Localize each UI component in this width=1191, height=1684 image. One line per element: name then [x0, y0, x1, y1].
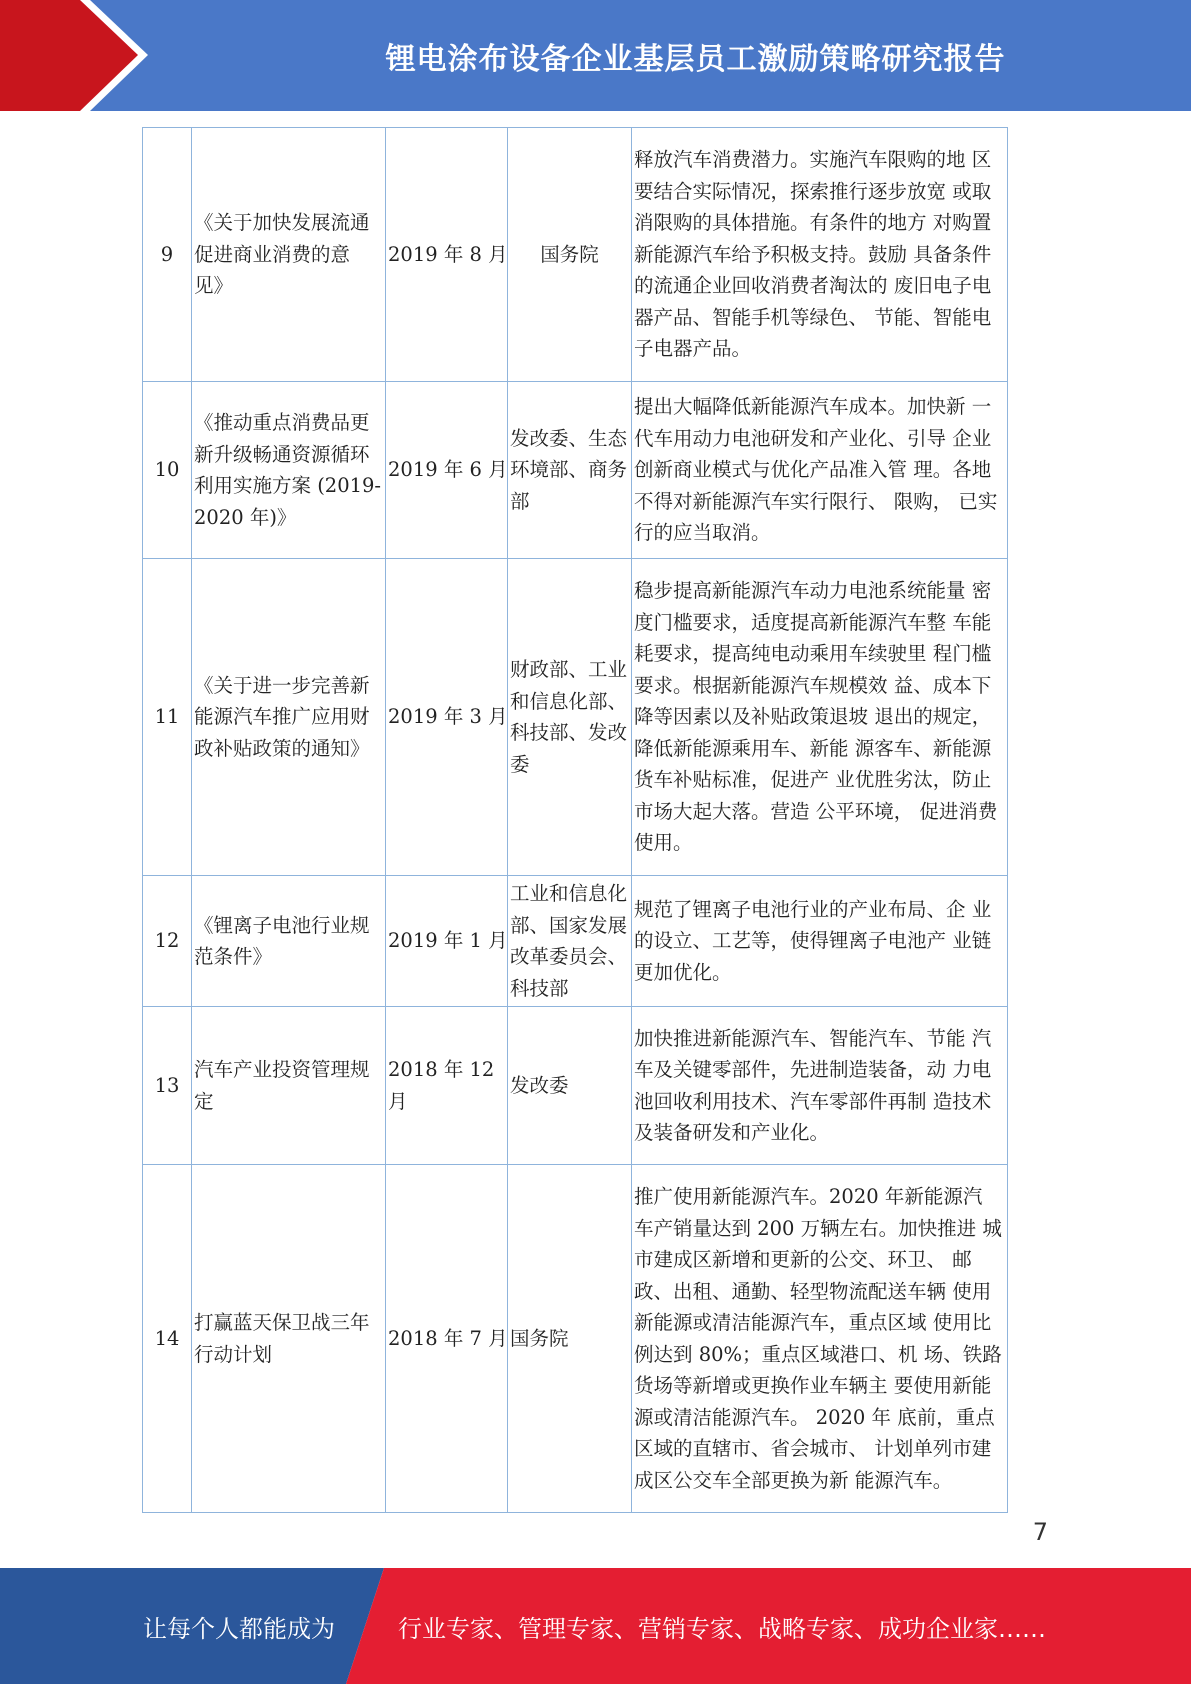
page-footer — [0, 1568, 1191, 1684]
issuing-department: 国务院 — [508, 128, 632, 382]
header-chevron-decoration — [0, 0, 160, 111]
issuing-department: 国务院 — [508, 1165, 632, 1513]
policy-name: 汽车产业投资管理规定 — [192, 1007, 386, 1165]
policy-content: 提出大幅降低新能源汽车成本。加快新 一代车用动力电池研发和产业化、引导 企业创新商业模式与优化产品准入管 理。各地不得对新能源汽车实行限行、 限购， 已实行的应当取消。 — [632, 382, 1008, 559]
row-number: 11 — [143, 559, 192, 876]
policy-content: 规范了锂离子电池行业的产业布局、企 业的设立、工艺等，使得锂离子电池产 业链更加优化。 — [632, 876, 1008, 1007]
policy-name: 《关于加快发展流通 促进商业消费的意 见》 — [192, 128, 386, 382]
policy-table — [142, 127, 1008, 1513]
policy-date: 2018 年 7 月 — [386, 1165, 508, 1513]
table-row — [143, 382, 1008, 559]
policy-date: 2019 年 1 月 — [386, 876, 508, 1007]
footer-slogan-left: 让每个人都能成为 — [143, 1614, 335, 1643]
footer-slogan-right: 行业专家、管理专家、营销专家、战略专家、成功企业家…… — [398, 1614, 1046, 1643]
issuing-department: 发改委、生态环境部、商务部 — [508, 382, 632, 559]
issuing-department: 工业和信息化部、国家发展改革委员会、科技部 — [508, 876, 632, 1007]
table-row — [143, 1007, 1008, 1165]
policy-date: 2019 年 8 月 — [386, 128, 508, 382]
policy-content: 推广使用新能源汽车。2020 年新能源汽 车产销量达到 200 万辆左右。加快推进 城市建成区新增和更新的公交、环卫、 邮政、出租、通勤、轻型物流配送车辆 使用新能源或清洁能源汽车，重点区域 使用比例达到 80%；重点区域港口、机 场、铁路货场等新增或更换作业车辆主 要使用新能源或清洁能源汽车。 2020 年 底前，重点区域的直辖市、省会城市、 计划单列市建成区公交车全部更换为新 能源汽车。 — [632, 1165, 1008, 1513]
issuing-department: 发改委 — [508, 1007, 632, 1165]
report-title: 锂电涂布设备企业基层员工激励策略研究报告 — [385, 41, 1006, 77]
page-number: 7 — [1032, 1518, 1048, 1546]
policy-date: 2019 年 6 月 — [386, 382, 508, 559]
policy-name: 打赢蓝天保卫战三年 行动计划 — [192, 1165, 386, 1513]
table-row — [143, 128, 1008, 382]
row-number: 12 — [143, 876, 192, 1007]
table-row — [143, 559, 1008, 876]
row-number: 10 — [143, 382, 192, 559]
policy-name: 《推动重点消费品更 新升级畅通资源循环利用实施方案 (2019-2020 年)》 — [192, 382, 386, 559]
policy-name: 《关于进一步完善新 能源汽车推广应用财 政补贴政策的通知》 — [192, 559, 386, 876]
issuing-department: 财政部、工业和信息化部、科技部、发改委 — [508, 559, 632, 876]
policy-content: 加快推进新能源汽车、智能汽车、节能 汽车及关键零部件，先进制造装备，动 力电池回收利用技术、汽车零部件再制 造技术及装备研发和产业化。 — [632, 1007, 1008, 1165]
page-header — [0, 0, 1191, 111]
policy-content: 稳步提高新能源汽车动力电池系统能量 密度门槛要求，适度提高新能源汽车整 车能耗要求，提高纯电动乘用车续驶里 程门槛要求。根据新能源汽车规模效 益、成本下降等因素以及补贴政策退坡 退出的规定，降低新能源乘用车、新能 源客车、新能源货车补贴标准，促进产 业优胜劣汰，防止市场大起大落。营造 公平环境， 促进消费使用。 — [632, 559, 1008, 876]
row-number: 13 — [143, 1007, 192, 1165]
policy-date: 2019 年 3 月 — [386, 559, 508, 876]
policy-date: 2018 年 12 月 — [386, 1007, 508, 1165]
table-row — [143, 1165, 1008, 1513]
row-number: 9 — [143, 128, 192, 382]
row-number: 14 — [143, 1165, 192, 1513]
table-row — [143, 876, 1008, 1007]
policy-content: 释放汽车消费潜力。实施汽车限购的地 区要结合实际情况，探索推行逐步放宽 或取消限购的具体措施。有条件的地方 对购置新能源汽车给予积极支持。鼓励 具备条件的流通企业回收消费者淘汰的 废旧电子电器产品、智能手机等绿色、 节能、智能电子电器产品。 — [632, 128, 1008, 382]
policy-name: 《锂离子电池行业规 范条件》 — [192, 876, 386, 1007]
